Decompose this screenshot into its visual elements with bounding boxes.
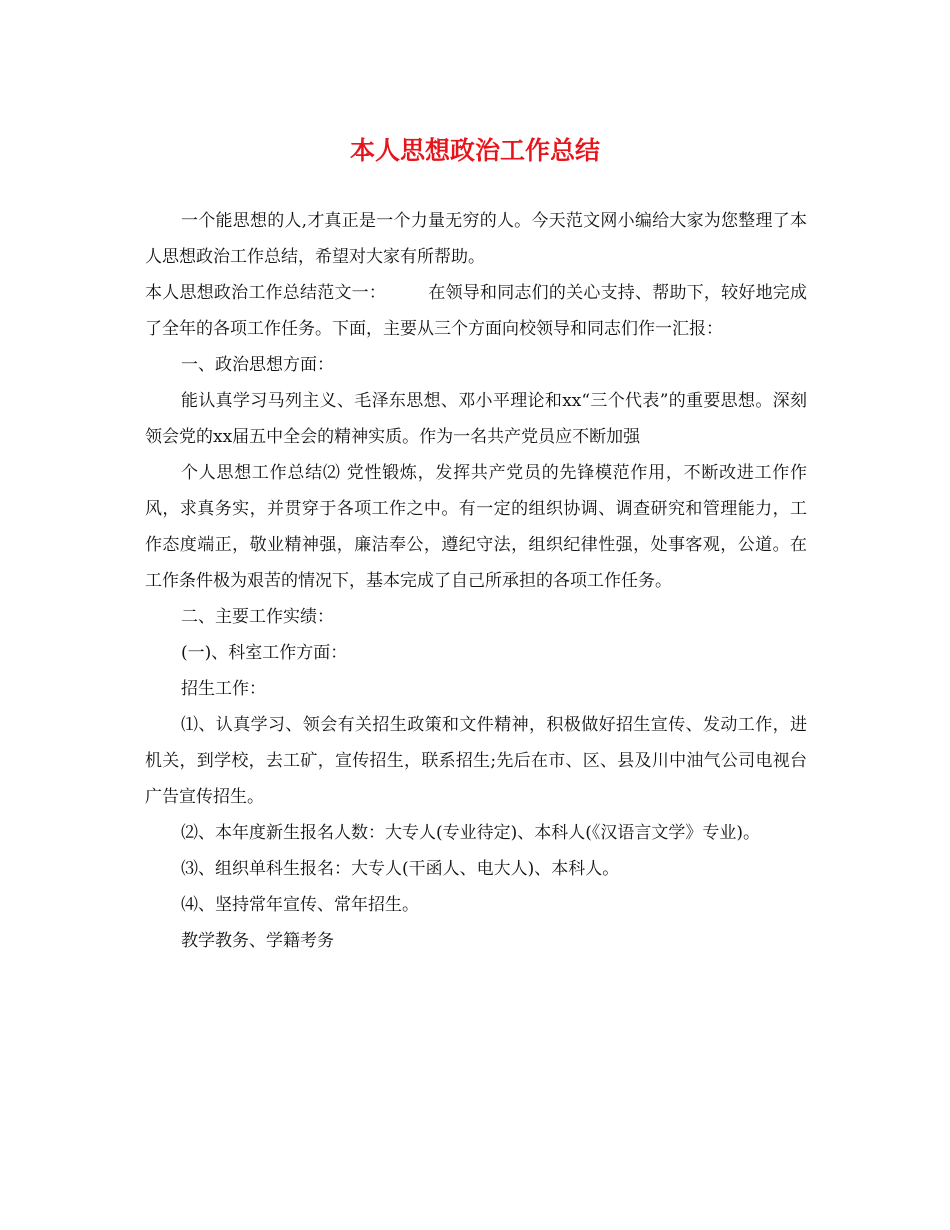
sample-text: 在领导和同志们的关心支持、帮助下，较好地完成了全年的各项工作任务。下面，主要从三个方面向校领导和同志们作一汇报： [145, 283, 808, 339]
list-item-enrollment-4: ⑷、坚持常年宣传、常年招生。 [181, 895, 419, 915]
paragraph-party-spirit: 个人思想工作总结⑵ 党性锻炼，发挥共产党员的先锋模范作用，不断改进工作作风，求真务实，并贯穿于各项工作之中。有一定的组织协调、调查研究和管理能力，工作态度端正，敬业精神强，廉洁奉公，遵纪守法，组织纪律性强，处事客观，公道。在工作条件极为艰苦的情况下，基本完成了自己所承担的各项工作任务。 [145, 463, 807, 591]
heading-department-work: (一)、科室工作方面： [181, 643, 348, 663]
document-body [145, 203, 807, 959]
paragraph-intro: 一个能思想的人,才真正是一个力量无穷的人。今天范文网小编给大家为您整理了本人思想政治工作总结，希望对大家有所帮助。 [145, 211, 807, 267]
heading-political-thought: 一、政治思想方面： [181, 355, 334, 375]
list-item-enrollment-3: ⑶、组织单科生报名：大专人(干函人、电大人)、本科人。 [181, 859, 620, 879]
paragraph-study: 能认真学习马列主义、毛泽东思想、邓小平理论和xx“三个代表”的重要思想。深刻领会党的xx届五中全会的精神实质。作为一名共产党员应不断加强 [145, 391, 807, 447]
heading-main-achievements: 二、主要工作实绩： [181, 607, 334, 627]
document-title: 本人思想政治工作总结 [349, 136, 600, 165]
sample-lead: 本人思想政治工作总结范文一： [145, 283, 387, 303]
paragraph-sample-one [145, 275, 807, 347]
list-item-enrollment-1: ⑴、认真学习、领会有关招生政策和文件精神，积极做好招生宣传、发动工作，进机关，到学校，去工矿，宣传招生，联系招生;先后在市、区、县及川中油气公司电视台广告宣传招生。 [145, 715, 807, 807]
list-item-enrollment-2: ⑵、本年度新生报名人数：大专人(专业待定)、本科人(《汉语言文学》专业)。 [181, 823, 761, 843]
heading-teaching-affairs: 教学教务、学籍考务 [181, 931, 334, 951]
heading-enrollment: 招生工作： [181, 679, 266, 699]
